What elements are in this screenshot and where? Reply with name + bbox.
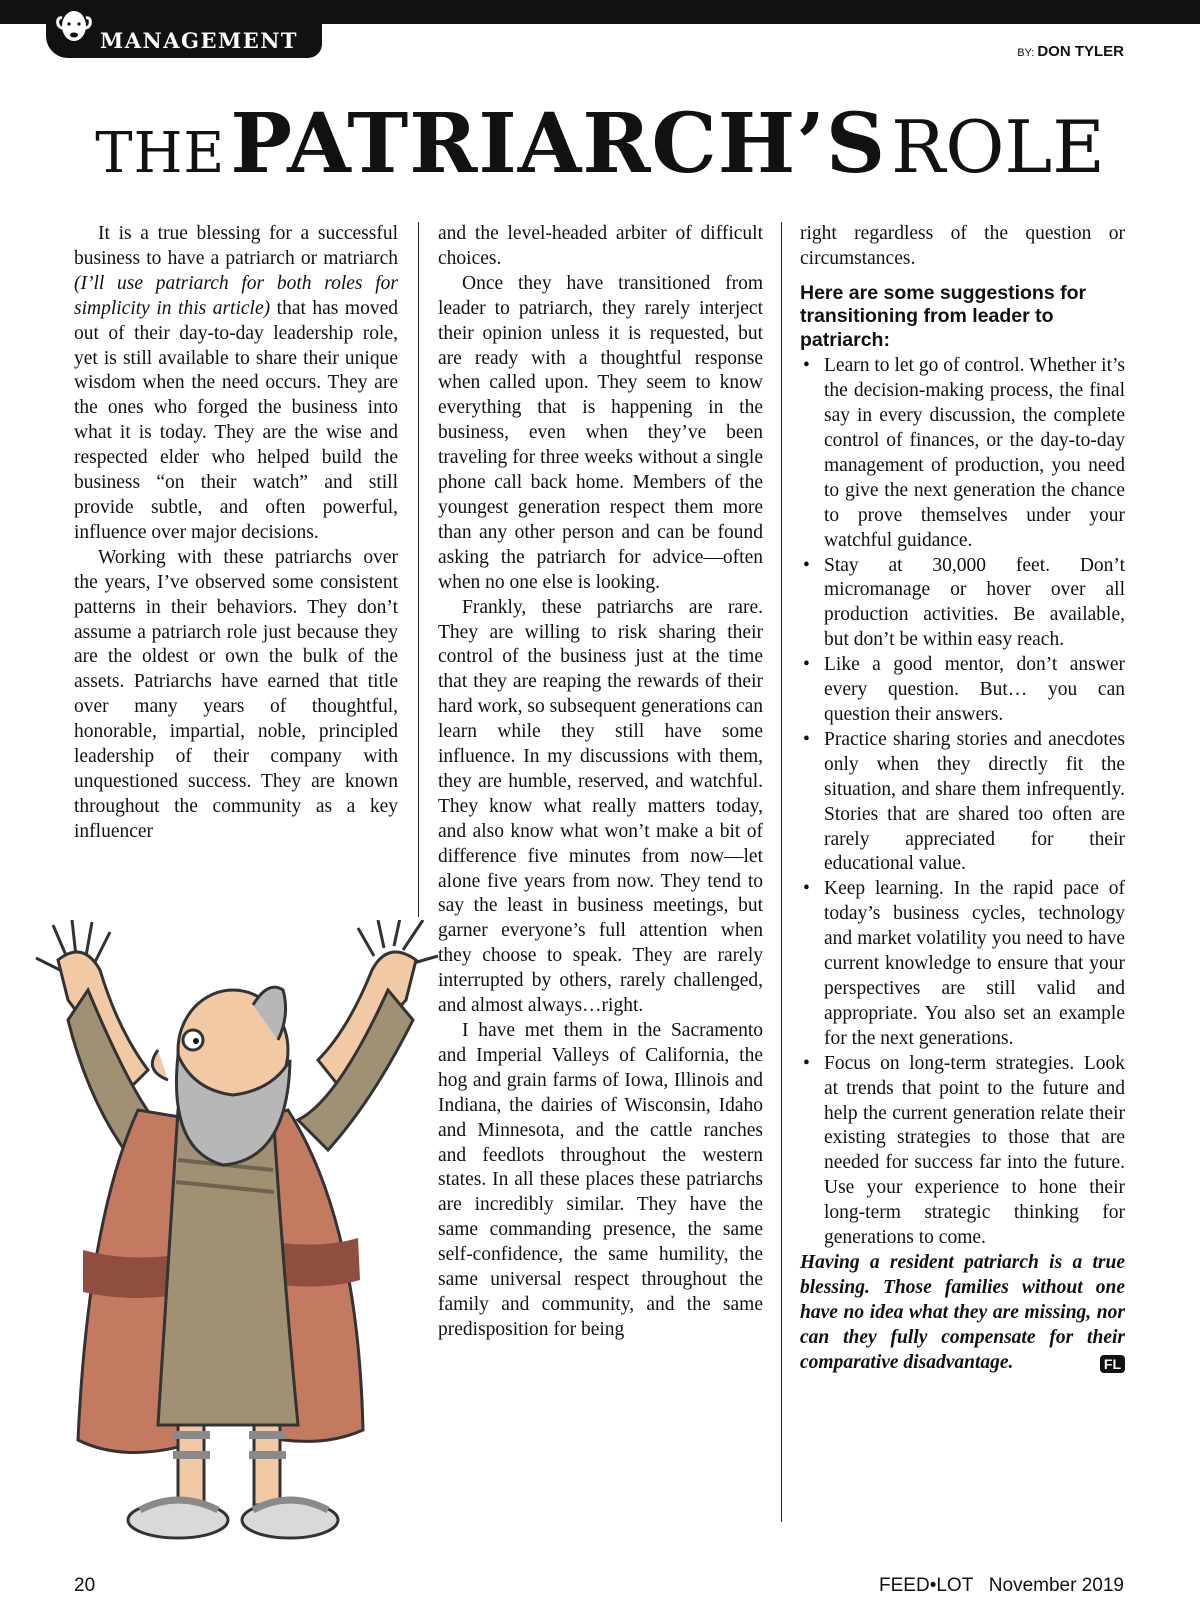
column-rule — [418, 222, 419, 917]
column-1 — [74, 222, 398, 845]
paragraph: Frankly, these patriarchs are rare. They are willing to risk sharing their control of the business just at the time that they are reaping the rewards of their hard work, so subsequent generations can learn while they still have some influence. In my discussions with them, they are humble, reserved, and watchful. They know what really matters today, and also know what won’t make a bit of difference five minutes from now—let alone five years from now. They tend to say the least in business meetings, but garner everyone’s full attention when they choose to speak. They are rarely interrupted by others, rarely challenged, and almost always…right. — [438, 596, 763, 1017]
byline — [1017, 43, 1124, 60]
patriarch-cartoon-icon — [28, 920, 448, 1560]
ram-head-icon — [56, 6, 92, 46]
list-item: • Learn to let go of control. Whether it’s the decision-making process, the final say in every discussion, the complete control of finances, or the day-to-day management of production, you need to give the next generation the chance to prove themselves under your watchful guidance. — [800, 354, 1125, 553]
paragraph: It is a true blessing for a successful business to have a patriarch or matriarch (I’ll use patriarch for both roles for simplicity in this article) that has moved out of their day-to-day leadership role, yet is still available to share their unique wisdom when the need occurs. They are the ones who forged the business into what it is today. They are the wise and respected elder who helped build the business “on their watch” and still provide subtle, and often powerful, influence over major decisions. — [74, 223, 398, 543]
suggestions-list — [800, 354, 1125, 1251]
list-item: • Practice sharing stories and anecdotes only when they directly fit the situation, and share them infrequently. Stories that are shared too often are rarely appreciated for their educational value. — [800, 728, 1125, 877]
author-name: DON TYLER — [1037, 43, 1124, 60]
column-rule — [781, 222, 782, 1522]
column-2 — [438, 222, 763, 1343]
list-item: • Focus on long-term strategies. Look at trends that point to the future and help the current generation relate their existing strategies to those that are needed for success far into the future. Use your experience to hone their long-term strategic thinking for generations to come. — [800, 1052, 1125, 1251]
paragraph: Working with these patriarchs over the years, I’ve observed some consistent patterns in their behaviors. They don’t assume a patriarch role just because they are the oldest or own the bulk of the assets. Patriarchs have earned that title over many years of thoughtful, honorable, impartial, noble, principled leadership of their company with unquestioned success. They are known throughout the community as a key influencer — [74, 546, 398, 842]
paragraph: right regardless of the question or circumstances. — [800, 223, 1125, 269]
suggestions-subhead: Here are some suggestions for transitioning from leader to patriarch: — [800, 281, 1087, 351]
section-label: MANAGEMENT — [100, 28, 299, 53]
list-item: • Stay at 30,000 feet. Don’t micromanage or hover over all production activities. Be available, but don’t be within easy reach. — [800, 554, 1125, 654]
title-patriarchs: PATRIARCH’S — [230, 96, 887, 192]
byline-prefix: BY: — [1017, 47, 1035, 59]
list-item: • Keep learning. In the rapid pace of today’s business cycles, technology and market volatility you need to have current knowledge to ensure that your perspectives are still valid and appropriate. You also set an example for the next generations. — [800, 877, 1125, 1051]
page-number: 20 — [74, 1575, 96, 1596]
paragraph: Once they have transitioned from leader to patriarch, they rarely interject their opinion unless it is requested, but are ready with a thoughtful response when called upon. They seem to know everything that is happening in the business, even when they’ve been traveling for three weeks without a single phone call back home. Members of the youngest generation respect them more than any other person and can be found asking the patriarch for advice—often when no one else is looking. — [438, 272, 763, 593]
paragraph: and the level-headed arbiter of difficult choices. — [438, 223, 763, 269]
list-item: • Like a good mentor, don’t answer every question. But… you can question their answers. — [800, 653, 1125, 728]
end-badge: FL — [1100, 1355, 1125, 1373]
closing-paragraph: Having a resident patriarch is a true blessing. Those families without one have no idea what they are missing, nor can they fully compensate for their comparative disadvantage. FL — [800, 1251, 1125, 1373]
publication-footer: FEED•LOT November 2019 — [879, 1575, 1124, 1596]
title-the: THE — [95, 121, 226, 186]
paragraph: I have met them in the Sacramento and Imperial Valleys of California, the hog and grain farms of Iowa, Illinois and Indiana, the dairies of Wisconsin, Idaho and Minnesota, and the cattle ranches and feedlots throughout the western states. In all these places these patriarchs are incredibly similar. They have the same commanding presence, the same self-confidence, the same humility, the same universal respect throughout the family and community, and the same predisposition for being — [438, 1020, 763, 1340]
title-role: ROLE — [891, 105, 1105, 189]
column-3 — [800, 222, 1125, 1375]
page-title — [0, 96, 1200, 192]
